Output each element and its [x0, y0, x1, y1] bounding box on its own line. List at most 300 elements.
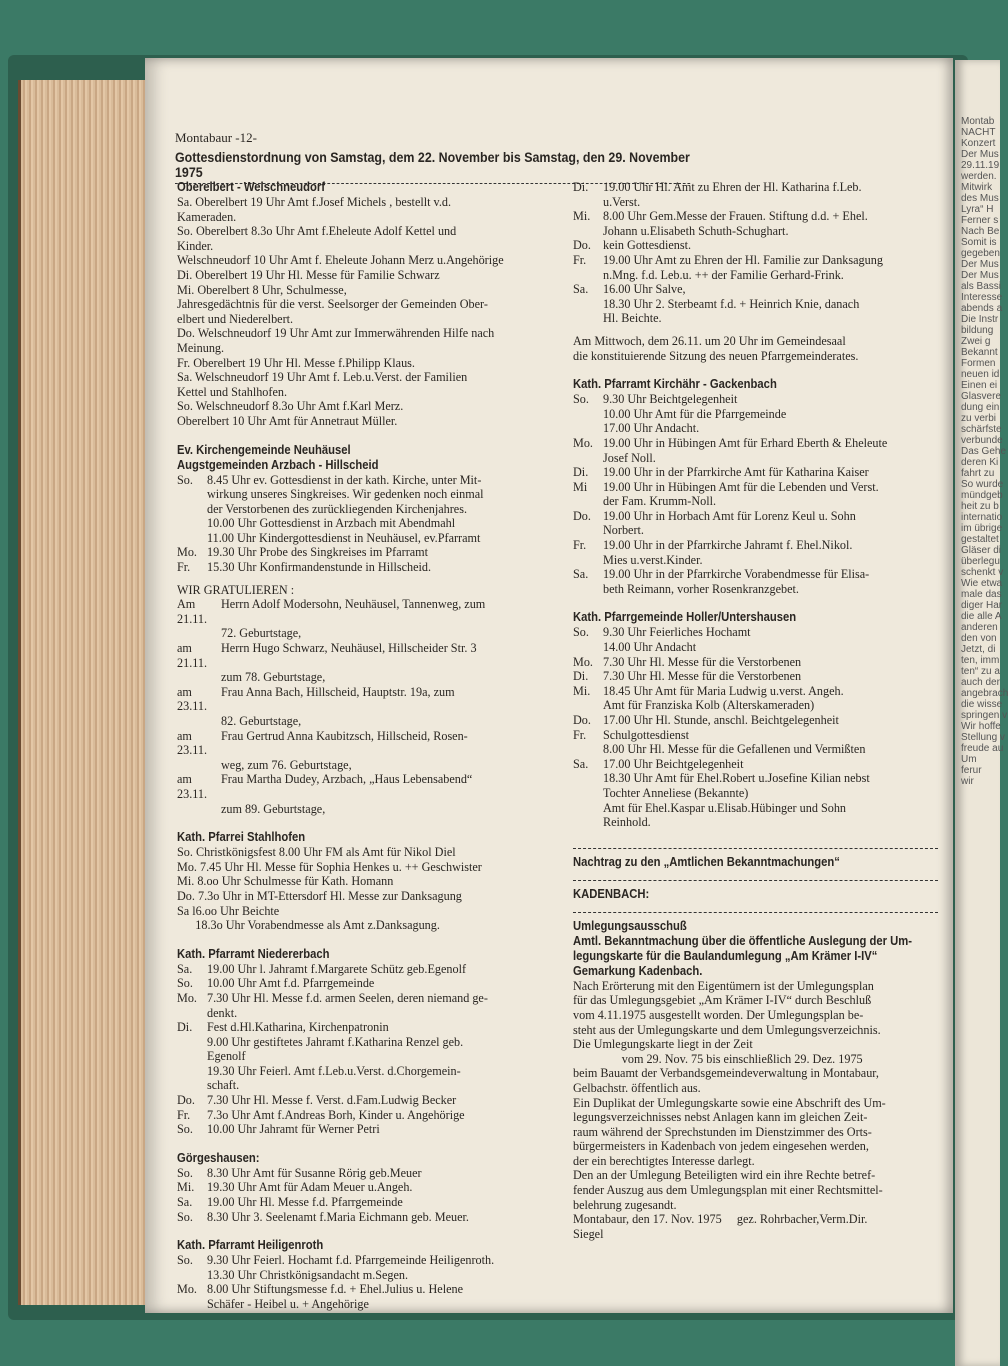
schedule-row: [573, 421, 938, 436]
text-line: Do. 7.3o Uhr in MT-Ettersdorf Hl. Messe zur Danksagung: [177, 888, 462, 903]
text-line: 18.3o Uhr Vorabendmesse als Amt z.Danksagung.: [177, 918, 440, 933]
row-text: 82. Geburtstage,: [221, 714, 302, 728]
place-heading: KADENBACH:: [573, 886, 650, 901]
next-page-line: des Mus: [961, 193, 999, 204]
next-page-line: verbunde: [961, 435, 1003, 446]
schedule-row: [177, 991, 562, 1006]
row-day: [573, 407, 603, 422]
schedule-row: [177, 641, 562, 670]
text-line: Mi. 8.oo Uhr Schulmesse für Kath. Homann: [177, 874, 394, 889]
row-day: [177, 531, 207, 546]
schedule-row: [573, 728, 938, 743]
next-page-line: Konzert: [961, 138, 996, 149]
row-text: Mies u.verst.Kinder.: [603, 552, 703, 567]
next-page-line: Der Mus: [961, 149, 999, 160]
schedule-row: [573, 180, 938, 195]
next-page-line: Mitwirk: [961, 182, 993, 193]
schedule-row: [177, 1166, 562, 1181]
section-heading: Kath. Pfarramt Kirchähr - Gackenbach: [573, 377, 777, 392]
row-day: [573, 553, 603, 568]
row-text: 18.30 Uhr 2. Sterbeamt f.d. + Heinrich Knie, danach: [603, 296, 860, 311]
next-page-line: freude au: [961, 743, 1004, 754]
next-page-line: heit zu b: [961, 501, 999, 512]
section-gap: [573, 830, 938, 838]
schedule-row: [573, 669, 938, 684]
schedule-row: [177, 502, 562, 517]
schedule-row: [573, 698, 938, 713]
row-day: [573, 297, 603, 312]
schedule-row: [573, 771, 938, 786]
text-line: elbert und Niederelbert.: [177, 311, 294, 326]
row-text: 7.30 Uhr Hl. Messe für die Verstorbenen: [603, 669, 802, 684]
text-line: Sa l6.oo Uhr Beichte: [177, 903, 280, 918]
schedule-row: [573, 582, 938, 597]
row-text: zum 89. Geburtstage,: [221, 801, 326, 816]
row-text: kein Gottesdienst.: [603, 238, 692, 253]
schedule-row: [573, 195, 938, 210]
row-day: Di.: [177, 1020, 193, 1035]
divider: [573, 912, 938, 913]
row-text: 10.00 Uhr Amt für die Pfarrgemeinde: [603, 406, 787, 421]
row-day: [573, 771, 603, 786]
row-day: am 23.11.: [177, 772, 208, 801]
schedule-row: [573, 801, 938, 816]
row-text: 13.30 Uhr Christkönigsandacht m.Segen.: [207, 1267, 409, 1282]
row-day: Fr.: [177, 560, 191, 575]
next-page-line: die wisse: [961, 699, 1003, 710]
next-page-line: male das: [961, 589, 1002, 600]
text-line: Mi. Oberelbert 8 Uhr, Schulmesse,: [177, 282, 347, 297]
text-line: Mo. 7.45 Uhr Hl. Messe für Sophia Henkes u. ++ Geschwister: [177, 859, 482, 874]
notice-line: Ein Duplikat der Umlegungskarte sowie eine Abschrift des Um-: [573, 1095, 886, 1110]
document-page: [145, 58, 953, 1313]
row-text: Amt für Ehel.Kaspar u.Elisab.Hübinger und Sohn: [603, 800, 847, 815]
row-day: [573, 494, 603, 509]
next-page-line: Gläser di: [961, 545, 1002, 556]
row-text: 19.00 Uhr in Hübingen Amt für Erhard Eberth & Eheleute: [603, 435, 888, 450]
text-line: Kinder.: [177, 238, 214, 253]
row-text: 19.00 Uhr Hl. Amt zu Ehren der Hl. Katharina f.Leb.: [603, 180, 862, 194]
next-page-line: Zwei g: [961, 336, 991, 347]
row-text: Reinhold.: [603, 815, 651, 830]
section-gap: [177, 816, 562, 824]
notice-line: vom 29. Nov. 75 bis einschließlich 29. Dez. 1975: [573, 1051, 863, 1066]
row-day: Fr.: [573, 727, 587, 742]
schedule-row: [573, 509, 938, 524]
row-day: am 23.11.: [177, 728, 208, 758]
row-text: 8.00 Uhr Stiftungsmesse f.d. + Ehel.Julius u. Helene: [207, 1282, 464, 1297]
schedule-row: [573, 625, 938, 640]
row-day: Mo.: [177, 990, 197, 1005]
text-line: Am Mittwoch, dem 26.11. um 20 Uhr im Gemeindesaal: [573, 333, 846, 348]
row-day: Sa.: [573, 567, 589, 582]
next-page-line: gegeben: [961, 248, 1000, 259]
row-text: 19.30 Uhr Probe des Singkreises im Pfarramt: [207, 545, 429, 560]
next-page-line: gestaltet: [961, 534, 999, 545]
text-line: Do. Welschneudorf 19 Uhr Amt zur Immerwährenden Hilfe nach: [177, 326, 495, 341]
section-gap: [177, 1224, 562, 1232]
next-page-line: anderen: [961, 622, 998, 633]
notice-line: Den an der Umlegung Beteiligten wird ein ihre Rechte betref-: [573, 1168, 876, 1183]
row-text: 8.30 Uhr Amt für Susanne Rörig geb.Meuer: [207, 1165, 422, 1180]
row-day: Do.: [573, 238, 591, 253]
schedule-row: [573, 407, 938, 422]
row-day: Mi.: [573, 683, 591, 698]
row-text: Herrn Adolf Modersohn, Neuhäusel, Tannenweg, zum: [221, 597, 486, 612]
row-day: [573, 224, 603, 239]
row-day: So.: [177, 472, 193, 487]
row-day: [177, 1297, 207, 1312]
row-text: 19.00 Uhr in der Pfarrkirche Amt für Katharina Kaiser: [603, 465, 869, 480]
next-page-line: zu verbi: [961, 413, 997, 424]
row-day: [177, 1268, 207, 1283]
row-text: beth Reimann, vorher Rosenkranzgebet.: [603, 581, 799, 596]
schedule-row: [573, 742, 938, 757]
row-day: Am 21.11.: [177, 597, 208, 626]
next-page-line: Wie etwa: [961, 578, 1003, 589]
row-text: 15.30 Uhr Konfirmandenstunde in Hillscheid.: [207, 560, 432, 575]
row-day: Fr.: [177, 1107, 191, 1122]
next-page-line: Das Gehe: [961, 446, 1007, 457]
text-line: So. Oberelbert 8.3o Uhr Amt f.Eheleute Adolf Kettel und: [177, 224, 457, 239]
next-page-line: NACHT: [961, 127, 996, 138]
row-day: [177, 714, 221, 729]
row-text: 7.30 Uhr Hl. Messe für die Verstorbenen: [603, 654, 802, 669]
schedule-row: [573, 538, 938, 553]
schedule-row: [177, 772, 562, 801]
row-text: 8.45 Uhr ev. Gottesdienst in der kath. Kirche, unter Mit-: [207, 472, 482, 487]
next-page-line: neuen id: [961, 369, 1000, 380]
row-day: Mi: [573, 479, 588, 494]
schedule-row: [573, 553, 938, 568]
row-text: 18.30 Uhr Amt für Ehel.Robert u.Josefine Kilian nebst: [603, 771, 870, 786]
row-text: 10.00 Uhr Jahramt für Werner Petri: [207, 1122, 380, 1137]
row-day: [573, 195, 603, 210]
schedule-row: [177, 1180, 562, 1195]
section-heading: Kath. Pfarrgemeinde Holler/Untershausen: [573, 610, 797, 625]
row-text: n.Mng. f.d. Leb.u. ++ der Familie Gerhard-Frink.: [603, 267, 844, 282]
row-day: Mi.: [573, 209, 591, 224]
section-gap: [177, 575, 562, 583]
schedule-row: [573, 523, 938, 538]
book-page-edges: [18, 80, 161, 1305]
row-day: Sa.: [573, 756, 589, 771]
next-page-line: Der Mus: [961, 270, 999, 281]
row-text: Herrn Hugo Schwarz, Neuhäusel, Hillscheider Str. 3: [221, 641, 477, 656]
row-text: Fest d.Hl.Katharina, Kirchenpatronin: [207, 1020, 389, 1035]
notice-title-line: legungskarte für die Baulandumlegung „Am Krämer I-IV“: [573, 948, 878, 963]
row-text: 7.30 Uhr Hl. Messe f.d. armen Seelen, deren niemand ge-: [207, 990, 488, 1005]
notice-title-line: Gemarkung Kadenbach.: [573, 963, 703, 978]
row-day: [177, 1078, 207, 1093]
nachtrag-heading: Nachtrag zu den „Amtlichen Bekanntmachungen“: [573, 854, 840, 869]
row-day: [573, 815, 603, 830]
row-day: Fr.: [573, 538, 587, 553]
row-text: Frau Gertrud Anna Kaubitzsch, Hillscheid, Rosen-: [221, 728, 468, 743]
schedule-row: [177, 962, 562, 977]
section-gap: [177, 933, 562, 941]
next-page-line: Um: [961, 754, 977, 765]
committee-heading: Umlegungsausschuß: [573, 918, 687, 933]
row-text: 19.00 Uhr Hl. Messe f.d. Pfarrgemeinde: [207, 1195, 403, 1210]
row-day: So.: [177, 1165, 193, 1180]
row-day: Mo.: [177, 545, 197, 560]
section-heading: Kath. Pfarramt Heiligenroth: [177, 1238, 324, 1253]
schedule-row: [177, 1020, 562, 1035]
next-page-line: ten, imm: [961, 655, 1000, 666]
schedule-row: [177, 685, 562, 714]
schedule-row: [573, 786, 938, 801]
text-line: Di. Oberelbert 19 Uhr Hl. Messe für Familie Schwarz: [177, 267, 440, 282]
next-page-line: Montab: [961, 116, 995, 127]
right-column: [573, 180, 938, 1241]
notice-line: fender Auszug aus dem Umlegungsplan mit einer Rechtsmittel-: [573, 1183, 883, 1198]
left-column: [177, 180, 562, 1320]
row-day: [573, 582, 603, 597]
row-text: 8.00 Uhr Gem.Messe der Frauen. Stiftung d.d. + Ehel.: [603, 209, 868, 224]
next-page-line: Formen: [961, 358, 996, 369]
row-day: [177, 802, 221, 817]
row-text: 14.00 Uhr Andacht: [603, 640, 697, 655]
schedule-row: [573, 253, 938, 268]
row-text: Norbert.: [603, 523, 644, 538]
row-text: 7.3o Uhr Amt f.Andreas Borh, Kinder u. Angehörige: [207, 1107, 465, 1122]
row-text: 9.30 Uhr Beichtgelegenheit: [603, 392, 738, 407]
schedule-row: [177, 802, 562, 817]
next-page-line: dung ein: [961, 402, 1000, 413]
schedule-row: [177, 1282, 562, 1297]
row-text: 19.30 Uhr Feierl. Amt f.Leb.u.Verst. d.Chorgemein-: [207, 1063, 461, 1078]
row-day: [573, 742, 603, 757]
schedule-row: [573, 684, 938, 699]
row-text: 19.00 Uhr in Hübingen Amt für die Lebenden und Verst.: [603, 479, 879, 494]
row-text: 19.00 Uhr in der Pfarrkirche Jahramt f. Ehel.Nikol.: [603, 538, 853, 553]
row-day: am 21.11.: [177, 641, 208, 670]
schedule-row: [177, 1253, 562, 1268]
row-text: Egenolf: [207, 1049, 246, 1064]
schedule-row: [573, 465, 938, 480]
row-day: So.: [177, 1122, 193, 1137]
schedule-row: [177, 516, 562, 531]
notice-line: für das Umlegungsgebiet „Am Krämer I-IV“ durch Beschluß: [573, 993, 872, 1008]
row-text: 72. Geburtstage,: [221, 626, 302, 641]
schedule-row: [573, 436, 938, 451]
next-page-line: bildung: [961, 325, 994, 336]
notice-line: raum während der Sprechstunden im Dienstzimmer des Orts-: [573, 1124, 872, 1139]
schedule-row: [573, 238, 938, 253]
row-text: 8.00 Uhr Hl. Messe für die Gefallenen und Vermißten: [603, 742, 866, 757]
schedule-row: [573, 311, 938, 326]
next-page-line: Lyra“ H: [961, 204, 994, 215]
row-day: Fr.: [573, 252, 587, 267]
next-page-line: wir: [961, 776, 974, 787]
next-page-line: überlegu: [961, 556, 1000, 567]
schedule-row: [177, 1093, 562, 1108]
schedule-row: [573, 392, 938, 407]
row-day: [177, 502, 207, 517]
row-day: Do.: [177, 1093, 195, 1108]
row-text: zum 78. Geburtstage,: [221, 670, 326, 685]
row-day: [573, 268, 603, 283]
section-gap: [573, 596, 938, 604]
row-text: 7.30 Uhr Hl. Messe f. Verst. d.Fam.Ludwig Becker: [207, 1093, 457, 1108]
row-day: So.: [177, 1209, 193, 1224]
row-text: 17.00 Uhr Hl. Stunde, anschl. Beichtgelegenheit: [603, 713, 839, 727]
row-day: Di.: [573, 180, 589, 194]
schedule-row: [177, 1006, 562, 1021]
schedule-row: [573, 451, 938, 466]
row-text: 19.00 Uhr Amt zu Ehren der Hl. Familie zur Danksagung: [603, 252, 883, 267]
section-gap: [177, 429, 562, 437]
row-day: So.: [177, 1253, 193, 1268]
row-day: Do.: [573, 713, 591, 727]
page-label: Montabaur -12-: [175, 130, 257, 145]
next-page-line: Glasvere: [961, 391, 1002, 402]
row-text: denkt.: [207, 1005, 238, 1020]
row-day: [177, 1035, 207, 1050]
schedule-row: [177, 729, 562, 758]
row-day: Mo.: [177, 1282, 197, 1297]
schedule-row: [177, 1122, 562, 1137]
row-day: So.: [573, 392, 589, 407]
next-page-line: abends a: [961, 303, 1003, 314]
next-page-line: diger Har: [961, 600, 1003, 611]
next-page-line: internatio: [961, 512, 1003, 523]
row-text: 16.00 Uhr Salve,: [603, 282, 686, 297]
next-page-line: als Bassi: [961, 281, 1002, 292]
text-line: So. Christkönigsfest 8.00 Uhr FM als Amt für Nikol Diel: [177, 845, 456, 860]
notice-line: bürgermeisters in Kadenbach von jedem eingesehen werden,: [573, 1139, 869, 1154]
section-gap: [177, 1137, 562, 1145]
section-heading: Görgeshausen:: [177, 1150, 260, 1165]
schedule-row: [573, 268, 938, 283]
next-page-line: ferur: [961, 765, 982, 776]
next-page-line: ten“ zu a: [961, 666, 1000, 677]
schedule-row: [573, 655, 938, 670]
notice-line: belehrung zugesandt.: [573, 1197, 677, 1212]
row-day: Mo.: [573, 435, 593, 450]
next-page-line: Stellung v: [961, 732, 1005, 743]
schedule-row: [573, 494, 938, 509]
schedule-row: [573, 567, 938, 582]
row-text: 19.30 Uhr Amt für Adam Meuer u.Angeh.: [207, 1180, 413, 1195]
schedule-row: [177, 670, 562, 685]
row-text: 10.00 Uhr Amt f.d. Pfarrgemeinde: [207, 976, 375, 991]
schedule-row: [177, 1078, 562, 1093]
row-text: Schulgottesdienst: [603, 727, 689, 742]
next-page-line: Der Mus: [961, 259, 999, 270]
row-text: Schäfer - Heibel u. + Angehörige: [207, 1297, 369, 1311]
row-day: [573, 698, 603, 713]
schedule-row: [177, 545, 562, 560]
text-line: Kameraden.: [177, 209, 237, 224]
next-page-line: schenkt v: [961, 567, 1004, 578]
row-text: 9.00 Uhr gestiftetes Jahramt f.Katharina Renzel geb.: [207, 1034, 464, 1049]
notice-line: Gelbachstr. öffentlich aus.: [573, 1080, 701, 1095]
section-gap: [573, 363, 938, 371]
schedule-row: [573, 815, 938, 830]
text-line: Oberelbert 10 Uhr Amt für Annetraut Müller.: [177, 413, 398, 428]
next-page-line: mündgeb: [961, 490, 1003, 501]
row-day: [573, 786, 603, 801]
schedule-row: [177, 976, 562, 991]
schedule-row: [177, 1035, 562, 1050]
next-page-line: Interesse: [961, 292, 1003, 303]
schedule-row: [177, 1268, 562, 1283]
section-heading: Kath. Pfarramt Niedererbach: [177, 946, 330, 961]
row-day: [177, 1049, 207, 1064]
schedule-row: [573, 209, 938, 224]
row-day: am 23.11.: [177, 684, 208, 714]
schedule-row: [177, 626, 562, 641]
schedule-row: [177, 473, 562, 488]
next-page-line: angebrach: [961, 688, 1008, 699]
row-text: Tochter Anneliese (Bekannte): [603, 785, 749, 800]
row-text: Hl. Beichte.: [603, 311, 662, 326]
next-page-line: Bekannt: [961, 347, 998, 358]
row-day: Mo.: [573, 654, 593, 669]
next-page-line: werden.: [961, 171, 997, 182]
next-page-line: den von: [961, 633, 997, 644]
next-page-line: auch der: [961, 677, 1000, 688]
row-text: weg, zum 76. Geburtstage,: [221, 757, 352, 772]
schedule-row: [177, 1210, 562, 1225]
row-day: Sa.: [573, 282, 589, 297]
next-page-line: fahrt zu: [961, 468, 995, 479]
row-day: [177, 487, 207, 502]
row-text: Amt für Franziska Kolb (Alterskameraden): [603, 698, 815, 713]
row-day: [177, 626, 221, 641]
row-text: 19.00 Uhr in der Pfarrkirche Vorabendmesse für Elisa-: [603, 567, 870, 582]
schedule-row: [177, 487, 562, 502]
schedule-row: [177, 1297, 562, 1312]
schedule-row: [573, 757, 938, 772]
text-line: die konstituierende Sitzung des neuen Pfarrgemeinderates.: [573, 348, 859, 363]
row-text: Josef Noll.: [603, 450, 656, 465]
row-text: u.Verst.: [603, 194, 641, 209]
spacer: [573, 326, 938, 334]
notice-line: steht aus der Umlegungskarte und dem Umlegungsverzeichnis.: [573, 1022, 881, 1037]
next-page-line: So wurde: [961, 479, 1004, 490]
text-line: Jahresgedächtnis für die verst. Seelsorger der Gemeinden Ober-: [177, 297, 488, 312]
notice-line: Die Umlegungskarte liegt in der Zeit: [573, 1037, 753, 1052]
row-day: [573, 421, 603, 436]
page-title: Gottesdienstordnung von Samstag, dem 22. November bis Samstag, den 29. November 1975: [175, 150, 690, 184]
row-day: [177, 758, 221, 773]
row-text: 9.30 Uhr Feierl. Hochamt f.d. Pfarrgemeinde Heiligenroth.: [207, 1253, 495, 1268]
row-text: 19.00 Uhr l. Jahramt f.Margarete Schütz geb.Egenolf: [207, 961, 467, 976]
schedule-row: [573, 224, 938, 239]
text-line: Kettel und Stahlhofen.: [177, 384, 288, 399]
schedule-row: [573, 282, 938, 297]
next-page-line: Ferner s: [961, 215, 999, 226]
row-day: [573, 451, 603, 466]
row-text: 9.30 Uhr Feierliches Hochamt: [603, 625, 751, 640]
next-page-line: die alle A: [961, 611, 1002, 622]
schedule-row: [177, 597, 562, 626]
next-page-line: schärfste: [961, 424, 1002, 435]
next-page-line: 29.11.19: [961, 160, 1000, 171]
row-text: Johann u.Elisabeth Schuth-Schughart.: [603, 223, 789, 238]
schedule-row: [177, 1049, 562, 1064]
row-text: 10.00 Uhr Gottesdienst in Arzbach mit Abendmahl: [207, 516, 456, 531]
next-page-line: Einen ei: [961, 380, 998, 391]
section-intro: WIR GRATULIEREN :: [177, 582, 295, 597]
row-day: [573, 640, 603, 655]
divider: [573, 848, 938, 849]
schedule-row: [177, 560, 562, 575]
notice-line: legungsverzeichnisses nebst Anlagen kann im gleichen Zeit-: [573, 1110, 868, 1125]
